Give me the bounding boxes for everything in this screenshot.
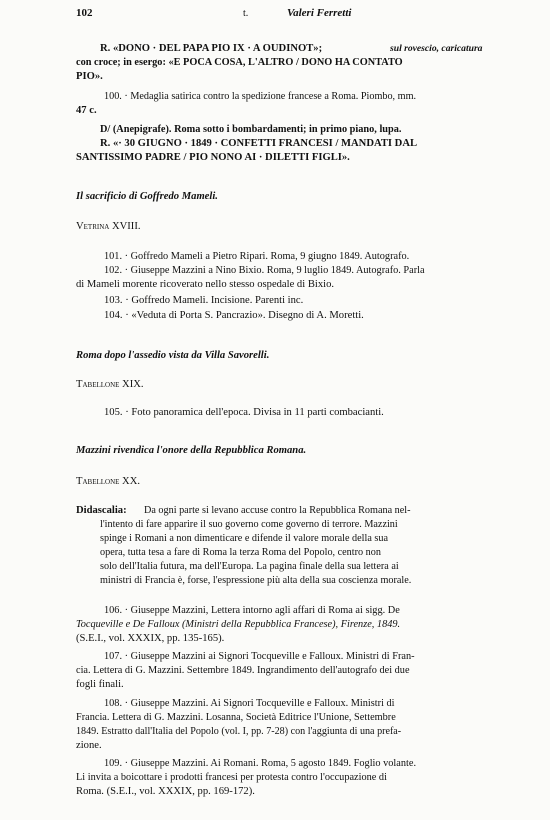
item-103: 103. · Goffredo Mameli. Incisione. Parenti inc. [104, 295, 304, 306]
entry-108-line-2: Francia. Lettera di G. Mazzini. Losanna, Società Editrice l'Unione, Settembre [76, 712, 396, 723]
item-100-line: 100. · Medaglia satirica contro la spedizione francese a Roma. Piombo, mm. [104, 91, 417, 102]
entry-109-line-3: Roma. (S.E.I., vol. XXXIX, pp. 169-172). [76, 786, 255, 797]
case-label-xviii: Vetrina XVIII. [76, 221, 141, 232]
didascalia-line-3: spinge i Romani a non dimenticare e difende il valore morale della sua [100, 533, 388, 544]
entry-109-line-2: Li invita a boicottare i prodotti francesi per protesta contro l'occupazione di [76, 772, 387, 783]
reverse-inscription-2: R. «· 30 GIUGNO · 1849 · CONFETTI FRANCESI / MANDATI DAL [100, 138, 418, 149]
item-104: 104. · «Veduta di Porta S. Pancrazio». Disegno di A. Moretti. [104, 310, 364, 321]
entry-108-line-1: 108. · Giuseppe Mazzini. Ai Signori Tocqueville e Falloux. Ministri di [104, 698, 395, 709]
entry-107-line-2: cia. Lettera di G. Mazzini. Settembre 1849. Ingrandimento dell'autografo dei due [76, 665, 410, 676]
entry-108-line-3: 1849. Estratto dall'Italia del Popolo (vol. I, pp. 7-28) con l'aggiunta di una prefa- [76, 726, 402, 737]
running-title: Valeri Ferretti [287, 7, 352, 19]
item-102-cont: di Mameli morente ricoverato nello stesso ospedale di Bixio. [76, 279, 335, 290]
page-number: 102 [76, 7, 93, 19]
section-title-mameli: Il sacrificio di Goffredo Mameli. [76, 191, 218, 202]
didascalia-line-5: solo dell'Italia futura, ma dell'Europa. La pagina finale della sua lettera ai [100, 561, 399, 572]
item-105: 105. · Foto panoramica dell'epoca. Divisa in 11 parti combacianti. [104, 407, 384, 418]
item-101: 101. · Goffredo Mameli a Pietro Ripari. Roma, 9 giugno 1849. Autografo. [104, 251, 410, 262]
reverse-exergue-end: PIO». [76, 71, 103, 82]
entry-107-line-1: 107. · Giuseppe Mazzini ai Signori Tocqueville e Falloux. Ministri di Fran- [104, 651, 415, 662]
section-title-onore: Mazzini rivendica l'onore della Repubblica Romana. [76, 445, 307, 456]
didascalia-label: Didascalia: [76, 505, 127, 516]
item-102-line: 102. · Giuseppe Mazzini a Nino Bixio. Roma, 9 luglio 1849. Autografo. Parla [104, 265, 425, 276]
entry-108-line-4: zione. [76, 740, 102, 751]
entry-106-line-2: Tocqueville e De Falloux (Ministri della Repubblica Francese), Firenze, 1849. [76, 619, 401, 630]
entry-106-line-3: (S.E.I., vol. XXXIX, pp. 135-165). [76, 633, 225, 644]
entry-106-line-1: 106. · Giuseppe Mazzini, Lettera intorno agli affari di Roma ai sigg. De [104, 605, 400, 616]
section-title-savorelli: Roma dopo l'assedio vista da Villa Savorelli. [76, 350, 270, 361]
didascalia-line-6: ministri di Francia è, forse, l'espressione più alta della sua coscienza morale. [100, 575, 412, 586]
didascalia-line-1: Da ogni parte si levano accuse contro la Repubblica Romana nel- [144, 505, 411, 516]
item-100-size: 47 c. [76, 105, 97, 116]
reverse-inscription-2-end: SANTISSIMO PADRE / PIO NONO AI · DILETTI FIGLI». [76, 152, 350, 163]
didascalia-line-2: l'intento di fare apparire il suo governo come governo di terrore. Mazzini [100, 519, 398, 530]
entry-109-line-1: 109. · Giuseppe Mazzini. Ai Romani. Roma, 5 agosto 1849. Foglio volante. [104, 758, 417, 769]
reverse-inscription-line: R. «DONO · DEL PAPA PIO IX · A OUDINOT»; [100, 43, 323, 54]
entry-107-line-3: fogli finali. [76, 679, 124, 690]
didascalia-line-4: opera, tutta tesa a fare di Roma la terza Roma del Popolo, centro non [100, 547, 381, 558]
running-prefix: t. [243, 8, 249, 19]
case-label-xix: Tabellone XIX. [76, 379, 144, 390]
obverse-line: D/ (Anepigrafe). Roma sotto i bombardamenti; in primo piano, lupa. [100, 124, 402, 135]
reverse-exergue-line: con croce; in esergo: «E POCA COSA, L'ALTRO / DONO HA CONTATO [76, 57, 403, 68]
reverse-description: sul rovescio, caricatura [390, 43, 483, 54]
case-label-xx: Tabellone XX. [76, 476, 141, 487]
